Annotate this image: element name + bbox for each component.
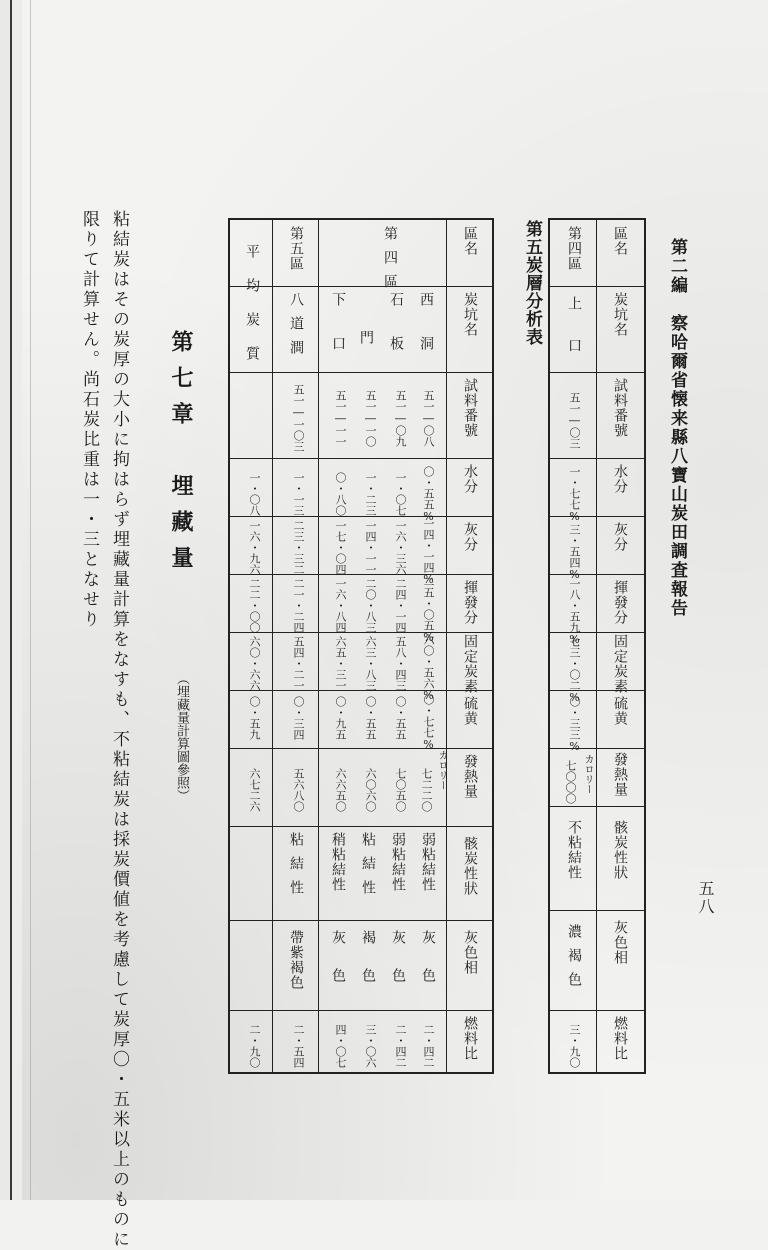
analysis-table-5 — [228, 218, 494, 1074]
t5-r4-calorific: 六六五〇 — [334, 768, 347, 812]
t5-r3-fuel-ratio: 三・〇六 — [364, 1024, 377, 1068]
header-ash-color: 灰色相 — [612, 920, 628, 965]
t5-header-volatile: 揮發分 — [462, 580, 478, 625]
running-head: 第二編 察哈爾省懐来縣八寶山炭田調査報告 — [667, 238, 687, 618]
body-line-1: 粘結炭はその炭厚の大小に拘はらず埋藏量計算をなすも、不粘結炭は採炭價値を考慮して炭厚〇・五米以上のものに — [109, 210, 129, 1250]
t5-r4-sample: 五一―一一 — [334, 390, 347, 447]
t5-r4-sulfur: 〇・九五 — [334, 696, 347, 740]
book-spine-edge — [30, 0, 31, 1200]
header-volatile: 揮發分 — [612, 580, 628, 625]
t5-r5-fuel-ratio: 二・五四 — [292, 1024, 305, 1068]
cell-ash-color: 濃褐色 — [566, 924, 582, 996]
t5-r4-coke: 稍粘結性 — [330, 832, 346, 892]
t5-r5-district: 第五區 — [288, 226, 304, 271]
cell-fuel-ratio: 三・九〇 — [568, 1024, 581, 1068]
t5-avg-label: 平均炭質 — [244, 244, 260, 380]
t5-r2-ash-color: 灰色 — [390, 930, 406, 1006]
t5-avg-fixed-carbon: 六〇・六六 — [248, 636, 261, 691]
t5-header-mine: 炭坑名 — [462, 292, 478, 337]
t5-r5-mine: 八道澗 — [288, 292, 304, 364]
t5-r2-coke: 弱粘結性 — [390, 832, 406, 892]
cell-mine: 上口 — [566, 296, 582, 380]
t5-group-district: 第四區 — [382, 226, 398, 298]
t5-r5-coke: 粘結性 — [288, 832, 304, 904]
t5-header-sulfur: 硫黄 — [462, 696, 478, 726]
t5-r2-moisture: 一・〇七 — [394, 472, 407, 516]
page-number: 五八 — [696, 880, 715, 916]
header-fuel-ratio: 燃料比 — [612, 1016, 628, 1061]
cell-ash: 三・五四% — [568, 524, 581, 581]
t5-r5-ash: 二三・三二 — [292, 520, 305, 575]
t5-r1-coke: 弱粘結性 — [420, 832, 436, 892]
t5-header-district: 區名 — [462, 226, 478, 256]
t5-r5-moisture: 一・一三 — [292, 472, 305, 516]
t5-calorie-unit: カロリー — [436, 750, 447, 790]
t5-r3-mine: 門 — [358, 330, 374, 345]
header-coke: 骸炭性狀 — [612, 820, 628, 880]
calorie-unit: カロリー — [582, 754, 593, 794]
t5-header-fuel-ratio: 燃料比 — [462, 1016, 478, 1061]
chapter-note: （埋藏量計算圖參照） — [174, 672, 189, 802]
header-fixed-carbon: 固定炭素 — [612, 634, 628, 694]
t5-r1-sample: 五一―〇八 — [422, 390, 435, 447]
header-sulfur: 硫黄 — [612, 696, 628, 726]
t5-r1-moisture: 〇・五五% — [422, 466, 435, 523]
t5-r3-volatile: 二〇・八三 — [364, 578, 377, 633]
t5-r1-calorific: 七二二〇 — [420, 768, 433, 812]
t5-avg-volatile: 二二・〇〇 — [248, 578, 261, 633]
cell-sample: 五一―〇三 — [568, 392, 581, 449]
header-calorific: 發熱量 — [612, 752, 628, 797]
t5-r4-ash-color: 灰色 — [330, 930, 346, 1006]
cell-moisture: 一・七七% — [568, 466, 581, 523]
t5-header-fixed-carbon: 固定炭素 — [462, 634, 478, 694]
t5-header-sample: 試料番號 — [462, 378, 478, 438]
t5-r4-volatile: 一六・八四 — [334, 578, 347, 633]
header-sample: 試料番號 — [612, 378, 628, 438]
t5-r1-mine: 西洞 — [418, 292, 434, 380]
t5-r4-fixed-carbon: 六五・三一 — [334, 636, 347, 691]
t5-r4-mine: 下口 — [330, 292, 346, 380]
t5-r2-sample: 五一―〇九 — [394, 390, 407, 447]
t5-header-calorific: 發熱量 — [462, 754, 478, 799]
t5-r4-fuel-ratio: 四・〇七 — [334, 1024, 347, 1068]
t5-r4-moisture: 〇・八〇 — [334, 472, 347, 516]
cell-volatile: 一八・五九% — [568, 578, 581, 646]
header-ash: 灰分 — [612, 522, 628, 552]
analysis-table-4 — [548, 218, 646, 1074]
t5-r1-fuel-ratio: 二・四二 — [422, 1024, 435, 1068]
cell-district: 第四區 — [566, 226, 582, 271]
t5-r5-ash-color: 帶紫褐色 — [288, 930, 304, 990]
header-district: 區名 — [612, 226, 628, 256]
t5-r3-ash-color: 褐色 — [360, 930, 376, 1006]
cell-coke: 不粘結性 — [566, 820, 582, 880]
t5-r2-fuel-ratio: 二・四二 — [394, 1024, 407, 1068]
cell-fixed-carbon: 七三・〇二% — [568, 636, 581, 704]
t5-header-ash: 灰分 — [462, 522, 478, 552]
chapter-heading: 第七章 埋藏量 — [168, 330, 194, 582]
header-moisture: 水分 — [612, 464, 628, 494]
body-line-2: 限りて計算せん。尚石炭比重は一・三となせり — [79, 210, 99, 630]
t5-r5-volatile: 二一・二四 — [292, 578, 305, 633]
t5-r4-ash: 一七・〇四 — [334, 520, 347, 575]
t5-r3-sample: 五一―一〇 — [364, 390, 377, 447]
t5-r3-sulfur: 〇・五五 — [364, 696, 377, 740]
t5-r3-ash: 一四・一一 — [364, 520, 377, 575]
book-spine — [0, 0, 22, 1200]
t5-r5-sample: 五一―一〇三 — [292, 384, 305, 452]
t5-r1-volatile: 二五・〇五% — [422, 576, 435, 644]
t5-r3-fixed-carbon: 六三・八三 — [364, 636, 377, 691]
t5-avg-calorific: 六七二六 — [248, 768, 261, 812]
t5-r1-sulfur: 〇・七七% — [422, 694, 435, 751]
t5-r3-calorific: 六〇六〇 — [364, 768, 377, 812]
cell-sulfur: 〇・三三% — [568, 696, 581, 753]
t5-header-coke: 骸炭性狀 — [462, 836, 478, 896]
t5-avg-moisture: 一・〇八 — [248, 472, 261, 516]
t5-r1-ash-color: 灰色 — [420, 930, 436, 1006]
t5-r3-moisture: 一・二三 — [364, 472, 377, 516]
cell-calorific: 七〇〇〇 — [564, 760, 577, 804]
t5-avg-ash: 一六・九六 — [248, 520, 261, 575]
table-5-title: 第五炭層分析表 — [522, 220, 542, 346]
t5-r1-ash: 一四・一四% — [422, 518, 435, 586]
t5-r5-fixed-carbon: 五四・二一 — [292, 636, 305, 691]
t5-r1-fixed-carbon: 六〇・五六% — [422, 634, 435, 702]
t5-r2-mine: 石板 — [388, 292, 404, 380]
header-mine: 炭坑名 — [612, 292, 628, 337]
t5-r2-ash: 一六・三六 — [394, 520, 407, 575]
t5-header-moisture: 水分 — [462, 464, 478, 494]
t5-r2-calorific: 七〇五〇 — [394, 768, 407, 812]
t5-r2-sulfur: 〇・五五 — [394, 696, 407, 740]
t5-header-ash-color: 灰色相 — [462, 930, 478, 975]
t5-r5-sulfur: 〇・三四 — [292, 696, 305, 740]
t5-r3-coke: 粘結性 — [360, 832, 376, 904]
t5-avg-fuel-ratio: 二・九〇 — [248, 1024, 261, 1068]
t5-r2-fixed-carbon: 五八・四三 — [394, 636, 407, 691]
t5-r5-calorific: 五六八〇 — [292, 768, 305, 812]
t5-r2-volatile: 二四・一四 — [394, 578, 407, 633]
t5-avg-sulfur: 〇・五九 — [248, 696, 261, 740]
